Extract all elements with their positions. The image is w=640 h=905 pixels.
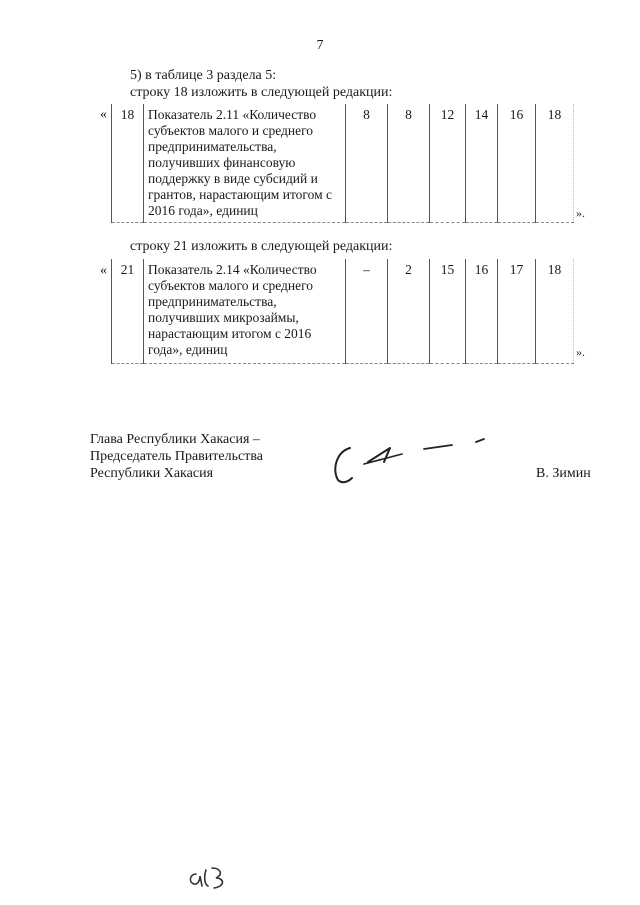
signatory-line: Республики Хакасия xyxy=(90,466,214,481)
value-cell: – xyxy=(346,259,388,363)
row21-intro: строку 21 изложить в следующей редакции: xyxy=(130,239,393,254)
indicator-cell xyxy=(144,104,346,223)
open-quote-21: « xyxy=(100,263,107,278)
indicator-line: субъектов малого и среднего xyxy=(148,123,314,138)
indicator-line: получивших финансовую xyxy=(148,155,296,170)
table-row-21 xyxy=(111,259,574,364)
value-cell: 2 xyxy=(388,259,430,363)
indicator-line: 2016 года», единиц xyxy=(148,203,258,218)
value-cell: 15 xyxy=(430,259,466,363)
indicator-line: Показатель 2.11 «Количество xyxy=(148,107,317,122)
signatory-line: Глава Республики Хакасия – xyxy=(90,432,260,447)
indicator-line: Показатель 2.14 «Количество xyxy=(148,262,317,277)
signatory-name: В. Зимин xyxy=(536,466,591,481)
page-number: 7 xyxy=(316,38,324,53)
value-cell: 12 xyxy=(430,104,466,223)
table-row-18 xyxy=(111,104,574,223)
open-quote-18: « xyxy=(100,107,107,122)
close-quote-21: ». xyxy=(576,345,585,359)
value-cell: 14 xyxy=(466,104,498,223)
value-cell: 17 xyxy=(498,259,536,363)
value-cell: 18 xyxy=(536,259,574,363)
signatory-title xyxy=(90,431,263,482)
close-quote-18: ». xyxy=(576,206,585,220)
value-cell: 16 xyxy=(498,104,536,223)
value-cell: 16 xyxy=(466,259,498,363)
value-cell: 8 xyxy=(346,104,388,223)
indicator-line: года», единиц xyxy=(148,342,228,357)
signatory-line: Председатель Правительства xyxy=(90,449,263,464)
indicator-line: поддержку в виде субсидий и xyxy=(148,171,318,186)
indicator-cell xyxy=(144,259,346,363)
row18-intro: строку 18 изложить в следующей редакции: xyxy=(130,85,393,100)
indicator-line: предпринимательства, xyxy=(148,294,277,309)
indicator-line: предпринимательства, xyxy=(148,139,277,154)
indicator-line: субъектов малого и среднего xyxy=(148,278,314,293)
indicator-line: грантов, нарастающим итогом с xyxy=(148,187,333,202)
indicator-line: получивших микрозаймы, xyxy=(148,310,299,325)
handwritten-signature xyxy=(328,430,498,490)
value-cell: 18 xyxy=(536,104,574,223)
indicator-line: нарастающим итогом с 2016 xyxy=(148,326,312,341)
row-number: 18 xyxy=(112,104,144,223)
row-number: 21 xyxy=(112,259,144,363)
section-heading: 5) в таблице 3 раздела 5: xyxy=(130,68,277,83)
handwritten-initials xyxy=(186,862,236,892)
value-cell: 8 xyxy=(388,104,430,223)
